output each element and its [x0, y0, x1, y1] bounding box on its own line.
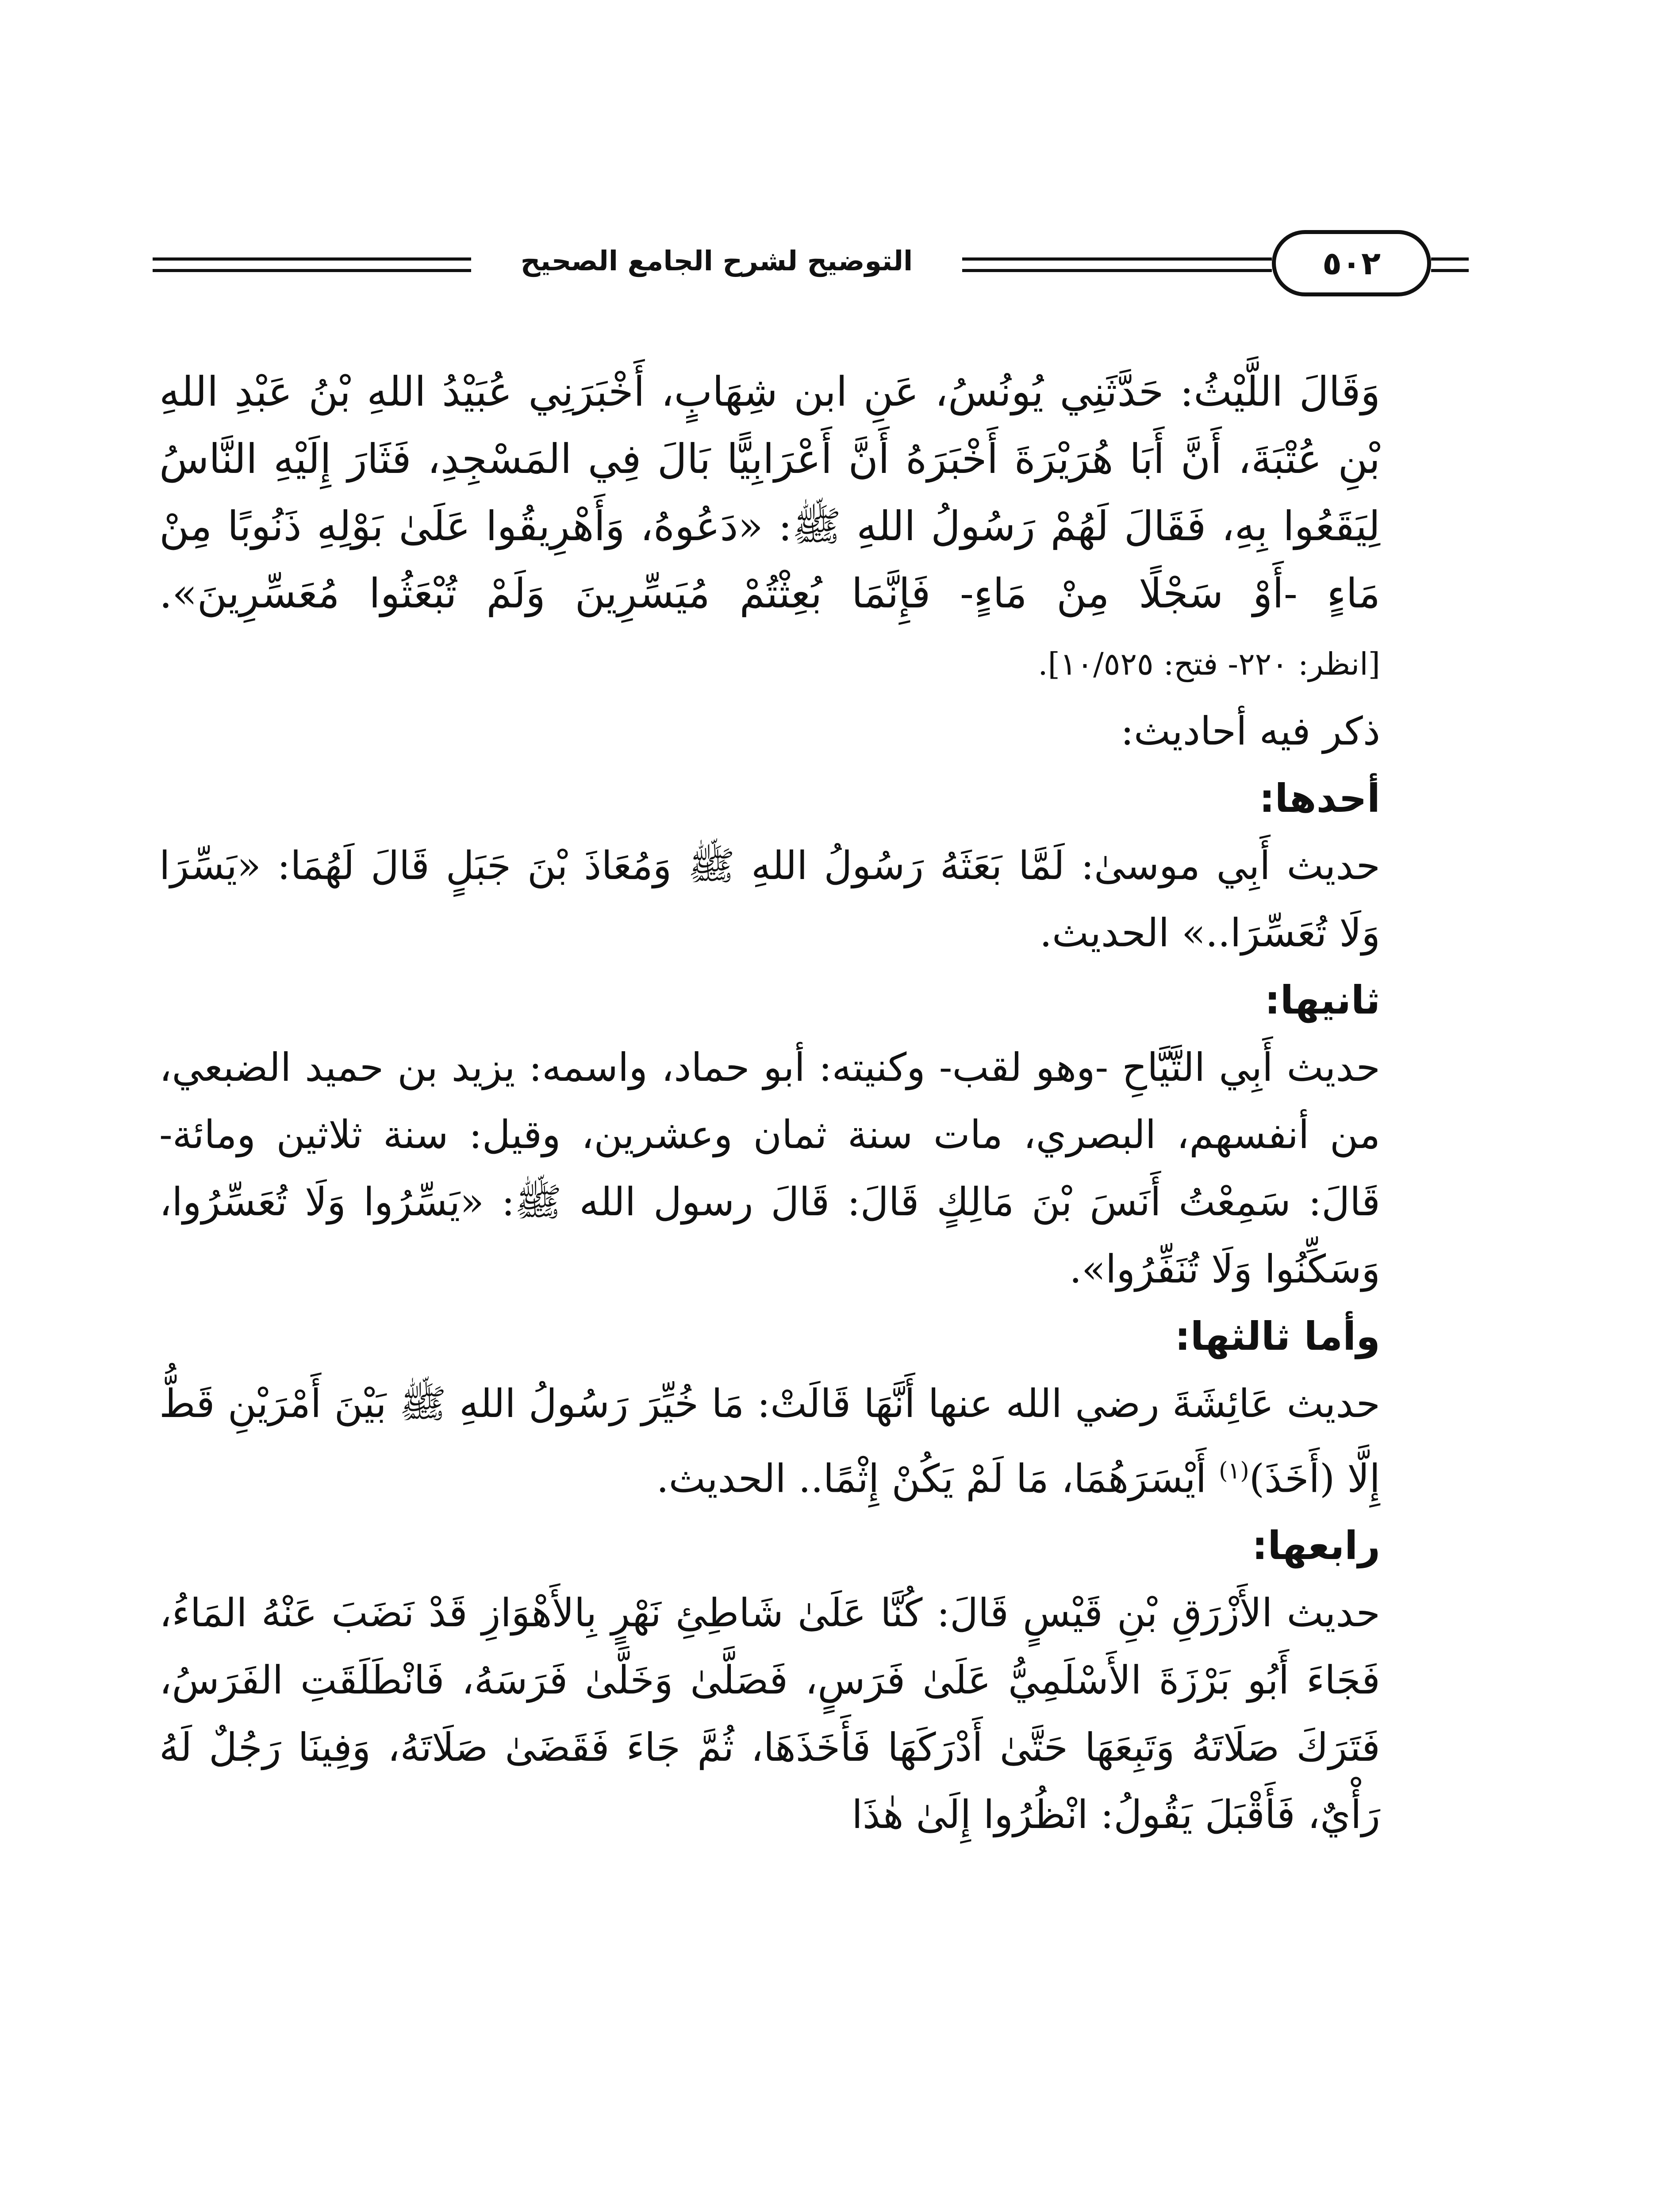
page-number-badge: ٥٠٢: [1272, 230, 1431, 296]
second-hadith-paragraph: حديث أَبِي التَّيَّاحِ -وهو لقب- وكنيته: أبو حماد، واسمه: يزيد بن حميد الضبعي، من أنفسهم، البصري، مات سنة ثمان وعشرين، وقيل: سنة ثلاثين ومائة- قَالَ: سَمِعْتُ أَنَسَ بْنَ مَالِكٍ قَالَ: قَالَ رسول الله ﷺ: «يَسِّرُوا وَلَا تُعَسِّرُوا، وَسَكِّنُوا وَلَا تُنَفِّرُوا».: [159, 1045, 1380, 1292]
section-heading-fourth: رابعها:: [1252, 1523, 1380, 1569]
opening-hadith-text: وَقَالَ اللَّيْثُ: حَدَّثَنِي يُونُسُ، عَنِ ابن شِهَابٍ، أَخْبَرَنِي عُبَيْدُ اللهِ بْنُ عَبْدِ اللهِ بْنِ عُتْبَةَ، أَنَّ أَبَا هُرَيْرَةَ أَخْبَرَهُ أَنَّ أَعْرَابِيًّا بَالَ فِي المَسْجِدِ، فَثَارَ إِلَيْهِ النَّاسُ لِيَقَعُوا بِهِ، فَقَالَ لَهُمْ رَسُولُ اللهِ ﷺ: «دَعُوهُ، وَأَهْرِيقُوا عَلَىٰ بَوْلِهِ ذَنُوبًا مِنْ مَاءٍ -أَوْ سَجْلًا مِنْ مَاءٍ- فَإِنَّمَا بُعِثْتُمْ مُيَسِّرِينَ وَلَمْ تُبْعَثُوا مُعَسِّرِينَ».: [159, 368, 1380, 617]
running-header: [153, 230, 1469, 296]
main-text: [159, 358, 1380, 1848]
opening-hadith: [159, 358, 1380, 698]
footnote-marker: (١): [1219, 1458, 1249, 1484]
first-hadith-paragraph: حديث أَبِي موسىٰ: لَمَّا بَعَثَهُ رَسُولُ اللهِ ﷺ وَمُعَاذَ بْنَ جَبَلٍ قَالَ لَهُمَا: «يَسِّرَا وَلَا تُعَسِّرَا..» الحديث.: [159, 843, 1380, 956]
intro-line: ذكر فيه أحاديث:: [1121, 708, 1380, 754]
cross-reference: [انظر: ٢٢٠- فتح: ١٠/٥٢٥].: [1038, 646, 1380, 682]
third-hadith-paragraph: [159, 1370, 1380, 1512]
section-heading-first: أحدها:: [1259, 776, 1380, 821]
section-heading-third: وأما ثالثها:: [1175, 1313, 1380, 1359]
third-hadith-text: حديث عَائِشَةَ رضي الله عنها أَنَّهَا قَالَتْ: مَا خُيِّرَ رَسُولُ اللهِ ﷺ بَيْنَ أَمْرَيْنِ قَطُّ إِلَّا (أَخَذَ): [159, 1381, 1380, 1502]
book-title: التوضيح لشرح الجامع الصحيح: [471, 239, 962, 283]
third-hadith-tail: أَيْسَرَهُمَا، مَا لَمْ يَكُنْ إِثْمًا.. الحديث.: [656, 1455, 1219, 1502]
header-rule-upper-right: [1431, 257, 1469, 261]
header-rule-lower-right: [1431, 269, 1469, 272]
section-heading-second: ثانيها:: [1264, 977, 1380, 1023]
fourth-hadith-paragraph: حديث الأَزْرَقِ بْنِ قَيْسٍ قَالَ: كُنَّا عَلَىٰ شَاطِئِ نَهْرٍ بِالأَهْوَازِ قَدْ نَضَبَ عَنْهُ المَاءُ، فَجَاءَ أَبُو بَرْزَةَ الأَسْلَمِيُّ عَلَىٰ فَرَسٍ، فَصَلَّىٰ وَخَلَّىٰ فَرَسَهُ، فَانْطَلَقَتِ الفَرَسُ، فَتَرَكَ صَلَاتَهُ وَتَبِعَهَا حَتَّىٰ أَدْرَكَهَا فَأَخَذَهَا، ثُمَّ جَاءَ فَقَضَىٰ صَلَاتَهُ، وَفِينَا رَجُلٌ لَهُ رَأْيٌ، فَأَقْبَلَ يَقُولُ: انْظُرُوا إِلَىٰ هٰذَا: [159, 1590, 1381, 1838]
